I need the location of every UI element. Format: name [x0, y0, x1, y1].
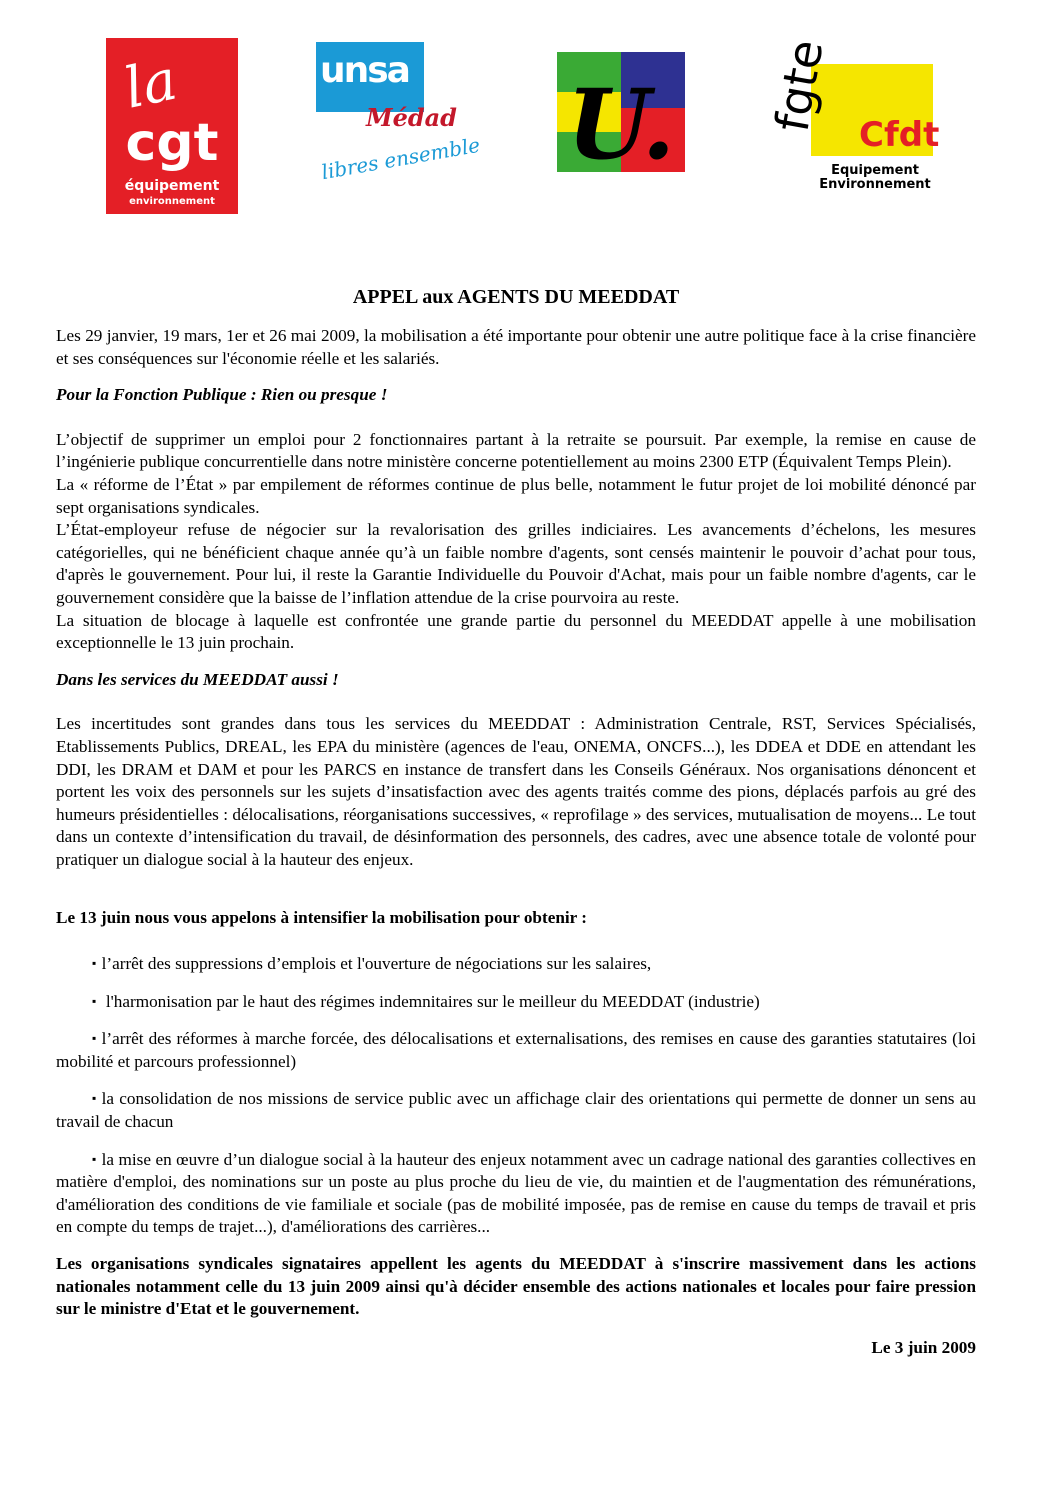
u-logo: [557, 52, 685, 181]
bullet-icon: ▪: [92, 1091, 97, 1106]
page-title: APPEL aux AGENTS DU MEEDDAT: [352, 286, 680, 308]
section1-paragraph-1: L’objectif de supprimer un emploi pour 2 fonctionnaires partant à la retraite se poursuit. Par exemple, la remise en cause de l’ingénierie publique concurrentielle dans notre ministère concerne potentiellement au moins 2300 ETP (Équivalent Temps Plein).: [56, 429, 976, 472]
section1-paragraph-3: L’État-employeur refuse de négocier sur la revalorisation des grilles indiciaires. Les avancements d’échelons, les mesures catégorielles, qui ne bénéficient chaque année qu’à un faible nombre d'agents, sont censés maintenir le pouvoir d’achat pour tous, d'après le gouvernement. Pour lui, il reste la Garantie Individuelle du Pouvoir d'Achat, mais pour un faible nombre d'agents, car le gouvernement considère que la baisse de l’inflation attendue de la crise pourvoira au reste.: [56, 520, 976, 607]
document-date: Le 3 juin 2009: [871, 1337, 976, 1357]
u-logo-letter: U.: [566, 68, 676, 181]
section1-paragraph-4: La situation de blocage à laquelle est confrontée une grande partie du personnel du MEEDDAT appelle à une mobilisation exceptionnelle le 13 juin prochain.: [56, 610, 976, 653]
cgt-logo-top: la: [118, 47, 183, 122]
cfdt-logo-main: Cfdt: [859, 115, 940, 155]
bullet-icon: ▪: [92, 993, 97, 1008]
unsa-logo-tagline: libres ensemble: [319, 132, 482, 185]
bullet-icon: ▪: [92, 1151, 97, 1166]
list-item: ▪ la consolidation de nos missions de service public avec un affichage clair des orientations qui permette de donner un sens au travail de chacun: [56, 1089, 976, 1132]
cfdt-logo-sub1: Equipement: [831, 163, 919, 178]
cgt-logo-main: cgt: [125, 113, 219, 173]
cgt-logo: [106, 38, 238, 214]
section2-heading: Dans les services du MEEDDAT aussi !: [56, 669, 339, 689]
cgt-logo-sub2: environnement: [129, 196, 215, 207]
cfdt-logo: [764, 35, 940, 192]
list-item: ▪ la mise en œuvre d’un dialogue social à la hauteur des enjeux notamment avec un cadrage national des garanties collectives en matière d'emploi, des nominations sur un poste au plus proche du lieu de vie, du maintien et de l'augmentation des rémunérations, d'amélioration des conditions de vie familiale et sociale (pas de mobilité imposée, pas de remise en cause du temps de travail et pris en compte du temps de trajet...), d'améliorations des carrières...: [56, 1149, 976, 1237]
list-item: ▪ l’arrêt des réformes à marche forcée, des délocalisations et externalisations, des remises en cause des garanties statutaires (loi mobilité et parcours professionnel): [56, 1029, 976, 1071]
bullet-icon: ▪: [92, 1031, 97, 1046]
demands-list: [56, 952, 976, 1239]
intro-paragraph: Les 29 janvier, 19 mars, 1er et 26 mai 2009, la mobilisation a été importante pour obtenir une autre politique face à la crise financière et ses conséquences sur l'économie réelle et les salariés.: [56, 326, 976, 368]
section1-heading: Pour la Fonction Publique : Rien ou presque !: [56, 385, 388, 405]
cfdt-logo-sub2: Environnement: [819, 177, 931, 192]
cfdt-logo-top: fgte: [764, 35, 834, 136]
bullet-icon: ▪: [92, 956, 97, 971]
document-body: [56, 283, 976, 1359]
list-item: ▪ l’arrêt des suppressions d’emplois et l'ouverture de négociations sur les salaires,: [92, 954, 652, 974]
closing-paragraph: Les organisations syndicales signataires appellent les agents du MEEDDAT à s'inscrire massivement dans les actions nationales notamment celle du 13 juin 2009 ainsi qu'à décider ensemble des actions nationales et locales pour faire pression sur le ministre d'Etat et le gouvernement.: [56, 1254, 976, 1319]
unsa-logo-sub: Médad: [366, 103, 457, 132]
unsa-logo-main: unsa: [320, 50, 409, 91]
section2-paragraph: Les incertitudes sont grandes dans tous les services du MEEDDAT : Administration Centrale, RST, Services Spécialisés, Etablissements Publics, DREAL, les EPA du ministère (agences de l'eau, ONEMA, ONCFS...), les DDEA et DDE en attendant les DDI, les DRAM et DAM et pour les PARCS en instance de transfert dans les Conseils Généraux. Nos organisations dénoncent et portent les voix des personnels sur les sujets d’insatisfaction avec des agents traités comme des pions, déplacés parfois au gré des humeurs présidentielles : délocalisations, réorganisations successives, « reprofilage » des services, mutualisation de moyens... Le tout dans un contexte d’intensification du travail, de désinformation des personnels, des cadres, avec une absence totale de volonté pour pratiquer un dialogue social à la hauteur des enjeux.: [56, 714, 976, 869]
cgt-logo-sub1: équipement: [124, 178, 220, 194]
call-heading: Le 13 juin nous vous appelons à intensifier la mobilisation pour obtenir :: [56, 908, 588, 928]
section1-paragraph-2: La « réforme de l’État » par empilement de réformes continue de plus belle, notamment le futur projet de loi mobilité dénoncé par sept organisations syndicales.: [56, 474, 976, 517]
unsa-logo: [316, 42, 482, 185]
list-item: ▪ l'harmonisation par le haut des régimes indemnitaires sur le meilleur du MEEDDAT (industrie): [92, 991, 760, 1011]
